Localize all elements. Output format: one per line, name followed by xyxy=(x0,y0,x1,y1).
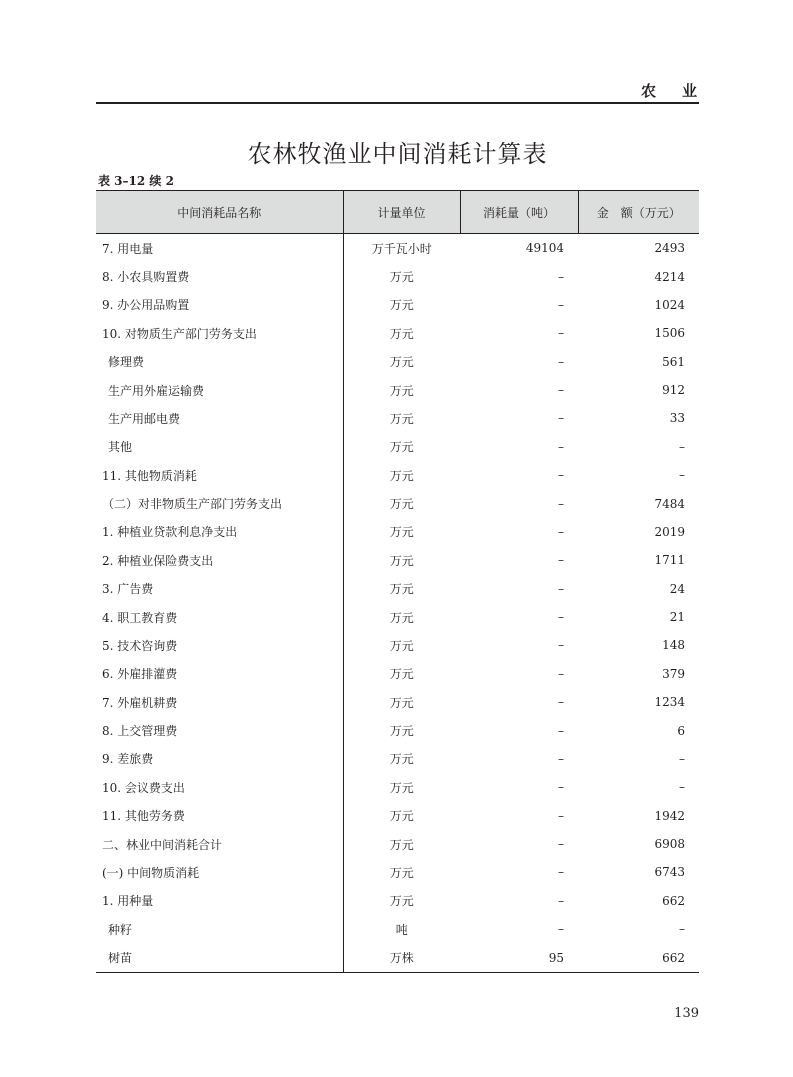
row-unit: 万株 xyxy=(343,943,460,972)
table-row xyxy=(96,745,699,773)
consumption-table xyxy=(96,190,699,973)
row-amount: 1506 xyxy=(654,326,685,341)
row-amount: – xyxy=(679,468,685,483)
row-unit: 万元 xyxy=(343,348,460,376)
table-row xyxy=(96,773,699,801)
table-row xyxy=(96,404,699,432)
row-quantity: – xyxy=(558,297,564,312)
row-item-name: 6. 外雇排灌费 xyxy=(102,667,178,682)
table-row xyxy=(96,716,699,744)
row-unit: 万元 xyxy=(343,603,460,631)
table-header-row xyxy=(96,191,699,234)
table-row xyxy=(96,830,699,858)
page-number: 139 xyxy=(674,1006,699,1021)
row-unit: 万元 xyxy=(343,716,460,744)
row-quantity: – xyxy=(558,922,564,937)
row-item-name: 3. 广告费 xyxy=(102,582,154,597)
row-amount: 21 xyxy=(669,610,685,625)
row-quantity: – xyxy=(558,837,564,852)
row-item-name: 7. 用电量 xyxy=(102,241,154,256)
table-row xyxy=(96,943,699,972)
table-row xyxy=(96,319,699,347)
table-row xyxy=(96,376,699,404)
row-item-name: 1. 用种量 xyxy=(102,894,154,909)
row-quantity: – xyxy=(558,496,564,511)
row-item-name: 其他 xyxy=(108,440,133,455)
row-amount: 561 xyxy=(662,354,685,369)
page-title: 农林牧渔业中间消耗计算表 xyxy=(247,140,548,168)
row-amount: – xyxy=(679,922,685,937)
row-unit: 万元 xyxy=(343,461,460,489)
row-amount: 33 xyxy=(669,411,685,426)
header-unit: 计量单位 xyxy=(343,191,460,234)
section-label: 农业 xyxy=(640,82,723,100)
row-unit: 万元 xyxy=(343,858,460,886)
row-quantity: – xyxy=(558,723,564,738)
row-unit: 万元 xyxy=(343,291,460,319)
row-amount: – xyxy=(679,780,685,795)
row-quantity: – xyxy=(558,553,564,568)
table-row xyxy=(96,575,699,603)
row-quantity: – xyxy=(558,808,564,823)
table-label: 表 3–12 续 2 xyxy=(98,174,174,188)
row-quantity: – xyxy=(558,581,564,596)
table-row xyxy=(96,291,699,319)
row-quantity: – xyxy=(558,780,564,795)
table-row xyxy=(96,489,699,517)
row-unit: 万元 xyxy=(343,404,460,432)
row-amount: – xyxy=(679,751,685,766)
row-unit: 万元 xyxy=(343,376,460,404)
row-item-name: 树苗 xyxy=(96,943,343,972)
row-amount: 2493 xyxy=(654,241,685,256)
row-quantity: – xyxy=(558,383,564,398)
table-row xyxy=(96,802,699,830)
row-unit: 万元 xyxy=(343,433,460,461)
row-amount: 1234 xyxy=(654,695,685,710)
row-item-name: 11. 其他物质消耗 xyxy=(102,468,197,483)
table-row xyxy=(96,262,699,290)
row-item-name: 9. 差旅费 xyxy=(102,752,154,767)
row-unit: 万元 xyxy=(343,688,460,716)
row-amount: 662 xyxy=(662,893,685,908)
row-amount: 662 xyxy=(578,943,699,972)
row-amount: 1024 xyxy=(654,297,685,312)
row-quantity: – xyxy=(558,326,564,341)
running-head xyxy=(96,80,723,104)
table-row xyxy=(96,858,699,886)
row-item-name: 修理费 xyxy=(108,355,145,370)
header-amount: 金 额（万元） xyxy=(578,191,699,234)
row-quantity: 49104 xyxy=(525,241,564,256)
row-item-name: 4. 职工教育费 xyxy=(102,610,178,625)
row-amount: 24 xyxy=(669,581,685,596)
table-row xyxy=(96,915,699,943)
row-unit: 万元 xyxy=(343,773,460,801)
row-amount: 2019 xyxy=(654,524,685,539)
row-quantity: – xyxy=(558,411,564,426)
table-row xyxy=(96,631,699,659)
row-quantity: – xyxy=(558,865,564,880)
row-item-name: 种籽 xyxy=(108,922,133,937)
row-amount: 1711 xyxy=(654,553,685,568)
row-item-name: 11. 其他劳务费 xyxy=(102,809,185,824)
row-item-name: 7. 外雇机耕费 xyxy=(102,695,178,710)
table-row xyxy=(96,660,699,688)
row-quantity: – xyxy=(558,610,564,625)
row-unit: 万元 xyxy=(343,262,460,290)
table-row xyxy=(96,546,699,574)
table-row xyxy=(96,433,699,461)
row-item-name: 8. 小农具购置费 xyxy=(102,270,190,285)
row-item-name: 10. 会议费支出 xyxy=(102,780,185,795)
row-quantity: – xyxy=(558,468,564,483)
row-item-name: 2. 种植业保险费支出 xyxy=(102,553,214,568)
row-unit: 万元 xyxy=(343,802,460,830)
row-amount: 379 xyxy=(662,666,685,681)
row-quantity: – xyxy=(558,751,564,766)
row-unit: 万元 xyxy=(343,887,460,915)
row-unit: 吨 xyxy=(343,915,460,943)
row-unit: 万元 xyxy=(343,518,460,546)
table-row xyxy=(96,234,699,263)
row-amount: – xyxy=(679,439,685,454)
row-amount: 4214 xyxy=(654,269,685,284)
row-quantity: – xyxy=(558,354,564,369)
row-item-name: 1. 种植业贷款利息净支出 xyxy=(102,525,238,540)
table-row xyxy=(96,518,699,546)
table-row xyxy=(96,887,699,915)
table-row xyxy=(96,603,699,631)
table-row xyxy=(96,461,699,489)
row-quantity: – xyxy=(558,524,564,539)
row-unit: 万元 xyxy=(343,489,460,517)
row-item-name: 10. 对物质生产部门劳务支出 xyxy=(102,326,257,341)
row-item-name: 生产用外雇运输费 xyxy=(108,383,205,398)
row-quantity: – xyxy=(558,695,564,710)
row-item-name: （二）对非物质生产部门劳务支出 xyxy=(102,497,283,512)
table-row xyxy=(96,348,699,376)
row-quantity: – xyxy=(558,893,564,908)
row-quantity: – xyxy=(558,638,564,653)
table-header xyxy=(96,191,699,234)
row-unit: 万元 xyxy=(343,660,460,688)
row-item-name: 5. 技术咨询费 xyxy=(102,638,178,653)
row-unit: 万千瓦小时 xyxy=(343,234,460,263)
row-unit: 万元 xyxy=(343,546,460,574)
row-amount: 1942 xyxy=(654,808,685,823)
row-amount: 6743 xyxy=(654,865,685,880)
header-item-name: 中间消耗品名称 xyxy=(96,191,343,234)
row-amount: 6 xyxy=(677,723,685,738)
row-item-name: 9. 办公用品购置 xyxy=(102,298,190,313)
row-amount: 7484 xyxy=(654,496,685,511)
row-unit: 万元 xyxy=(343,631,460,659)
row-quantity: – xyxy=(558,439,564,454)
row-quantity: – xyxy=(558,269,564,284)
row-item-name: 二、林业中间消耗合计 xyxy=(102,837,223,852)
row-unit: 万元 xyxy=(343,745,460,773)
header-quantity: 消耗量（吨） xyxy=(460,191,578,234)
row-unit: 万元 xyxy=(343,575,460,603)
row-amount: 6908 xyxy=(654,837,685,852)
row-item-name: 8. 上交管理费 xyxy=(102,724,178,739)
table-row xyxy=(96,688,699,716)
table-body xyxy=(96,234,699,973)
row-quantity: – xyxy=(558,666,564,681)
row-item-name: 生产用邮电费 xyxy=(108,411,181,426)
row-amount: 912 xyxy=(662,383,685,398)
row-quantity: 95 xyxy=(460,943,578,972)
row-item-name: (一) 中间物质消耗 xyxy=(102,865,200,880)
row-unit: 万元 xyxy=(343,830,460,858)
row-unit: 万元 xyxy=(343,319,460,347)
row-amount: 148 xyxy=(662,638,685,653)
